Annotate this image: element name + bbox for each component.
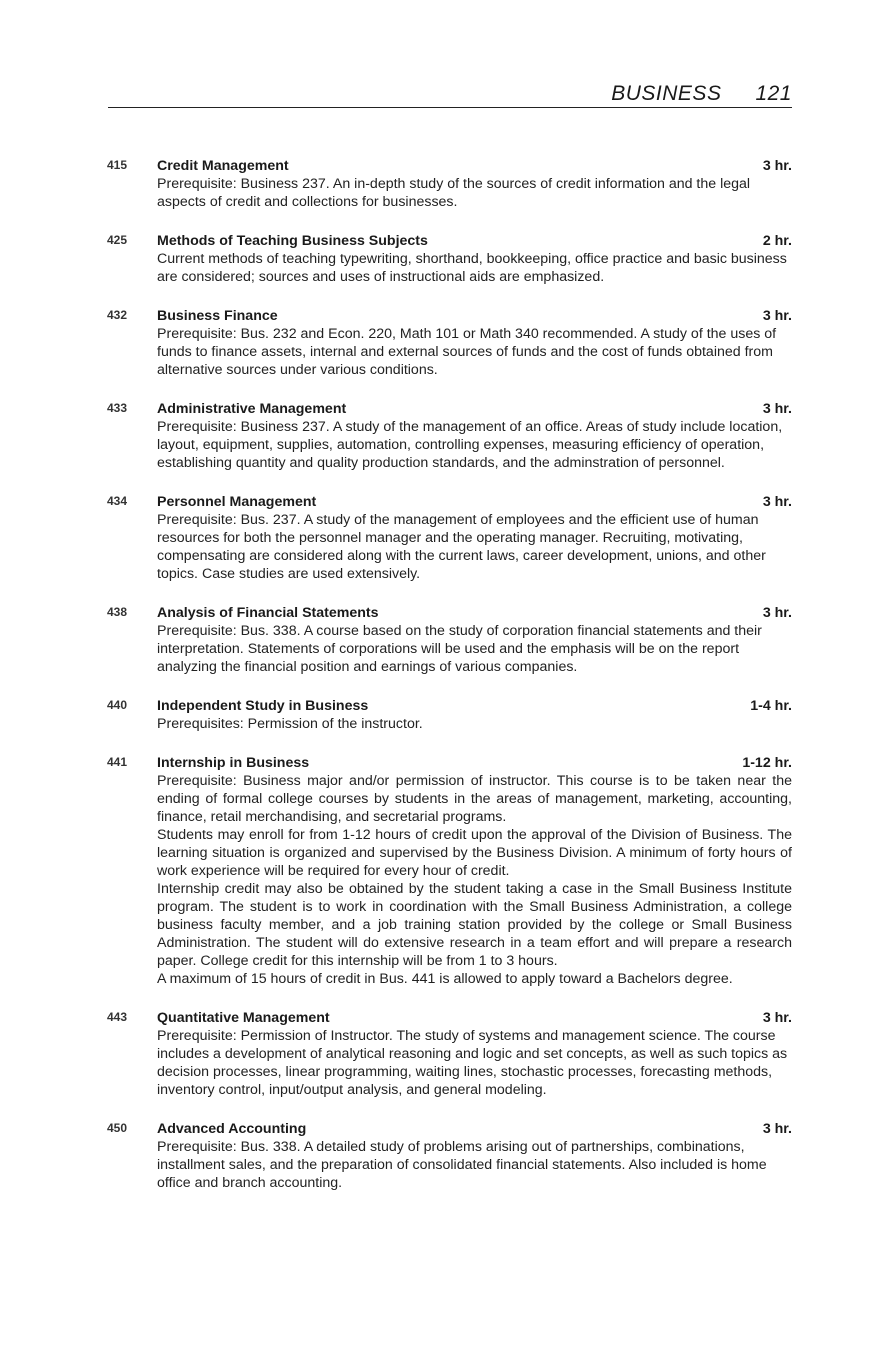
course-description: Prerequisite: Business major and/or permission of instructor. This course is to be taken near the ending of formal college courses by students in the areas of management, marketing, accounting, finance, retail merchandising, and secretarial programs. [157, 773, 792, 825]
section-title: BUSINESS [611, 82, 722, 105]
course-number: 415 [107, 158, 128, 172]
course-title: Internship in Business [157, 755, 310, 771]
course-entry [107, 754, 792, 988]
course-title: Personnel Management [157, 494, 317, 510]
course-entry [107, 1120, 792, 1192]
course-description: Prerequisite: Business 237. A study of the management of an office. Areas of study include location, layout, equipment, supplies, automation, controlling expenses, measuring efficiency of operation, establishing quantity and quality production standards, and the adminstration of personnel. [157, 419, 783, 471]
page-number: 121 [755, 82, 792, 105]
course-entry [107, 604, 792, 676]
course-description: Prerequisite: Permission of Instructor. The study of systems and management science. The course includes a development of analytical reasoning and logic and set concepts, as well as such topics as decision processes, linear programming, waiting lines, stochastic processes, forecasting methods, inventory control, input/output analysis, and general modeling. [157, 1028, 788, 1098]
course-description: Internship credit may also be obtained by the student taking a case in the Small Business Institute program. The student is to work in coordination with the Small Business Administration, a college business faculty member, and a job training station provided by the college or Small Business Administration. The student will do extensive research in a team effort and will prepare a research paper. College credit for this internship will be from 1 to 3 hours. [157, 881, 792, 969]
course-hours: 3 hr. [762, 494, 792, 510]
course-title: Analysis of Financial Statements [157, 605, 379, 621]
course-number: 434 [107, 494, 128, 508]
course-description: Current methods of teaching typewriting, shorthand, bookkeeping, office practice and basic business are considered; sources and uses of instructional aids are emphasized. [157, 251, 787, 285]
course-description: Prerequisite: Bus. 338. A course based on the study of corporation financial statements and their interpretation. Statements of corporations will be used and the emphasis will be on the report analyzing the financial position and earnings of various companies. [157, 623, 762, 675]
course-description: Prerequisite: Business 237. An in-depth study of the sources of credit information and the legal aspects of credit and collections for businesses. [157, 176, 751, 210]
course-hours: 1-4 hr. [750, 698, 792, 714]
course-entry [107, 157, 792, 211]
course-title-row [157, 1009, 792, 1027]
course-number: 438 [107, 605, 128, 619]
course-title: Independent Study in Business [157, 698, 369, 714]
course-description: Prerequisites: Permission of the instructor. [157, 716, 423, 732]
course-title: Quantitative Management [157, 1010, 330, 1026]
course-hours: 2 hr. [762, 233, 792, 249]
course-number: 425 [107, 233, 128, 247]
course-number: 433 [107, 401, 128, 415]
course-title: Methods of Teaching Business Subjects [157, 233, 428, 249]
course-description: Prerequisite: Bus. 338. A detailed study of problems arising out of partnerships, combinations, installment sales, and the preparation of consolidated financial statements. Also included is home office and branch accounting. [157, 1139, 767, 1191]
course-entry [107, 1009, 792, 1099]
course-title-row [157, 1120, 792, 1138]
course-title: Administrative Management [157, 401, 347, 417]
course-hours: 3 hr. [762, 1010, 792, 1026]
course-hours: 3 hr. [762, 308, 792, 324]
course-entry [107, 493, 792, 583]
course-title: Credit Management [157, 158, 289, 174]
course-hours: 3 hr. [762, 158, 792, 174]
course-entry [107, 400, 792, 472]
course-description: A maximum of 15 hours of credit in Bus. 441 is allowed to apply toward a Bachelors degree. [157, 971, 733, 987]
course-hours: 1-12 hr. [742, 755, 792, 771]
course-number: 440 [107, 698, 128, 712]
page-header [108, 80, 792, 108]
course-title-row [157, 232, 792, 250]
course-hours: 3 hr. [762, 605, 792, 621]
course-description: Prerequisite: Bus. 237. A study of the management of employees and the efficient use of human resources for both the personnel manager and the operating manager. Recruiting, motivating, compensating are considered along with the current laws, career development, unions, and other topics. Case studies are used extensively. [157, 512, 766, 582]
course-title-row [157, 307, 792, 325]
course-title: Business Finance [157, 308, 278, 324]
course-hours: 3 hr. [762, 1121, 792, 1137]
course-entry [107, 307, 792, 379]
course-entry [107, 232, 792, 286]
course-title-row [157, 157, 792, 175]
course-title: Advanced Accounting [157, 1121, 307, 1137]
course-number: 450 [107, 1121, 128, 1135]
course-title-row [157, 697, 792, 715]
course-title-row [157, 754, 792, 772]
course-description: Prerequisite: Bus. 232 and Econ. 220, Math 101 or Math 340 recommended. A study of the uses of funds to finance assets, internal and external sources of funds and the cost of funds obtained from alternative sources under various conditions. [157, 326, 777, 378]
course-number: 432 [107, 308, 128, 322]
course-title-row [157, 604, 792, 622]
course-title-row [157, 400, 792, 418]
course-list [107, 157, 792, 1213]
course-description: Students may enroll for from 1-12 hours of credit upon the approval of the Division of Business. The learning situation is organized and supervised by the Business Division. A minimum of forty hours of work experience will be required for every hour of credit. [157, 827, 792, 879]
course-number: 441 [107, 755, 128, 769]
course-number: 443 [107, 1010, 128, 1024]
course-title-row [157, 493, 792, 511]
course-hours: 3 hr. [762, 401, 792, 417]
course-entry [107, 697, 792, 733]
